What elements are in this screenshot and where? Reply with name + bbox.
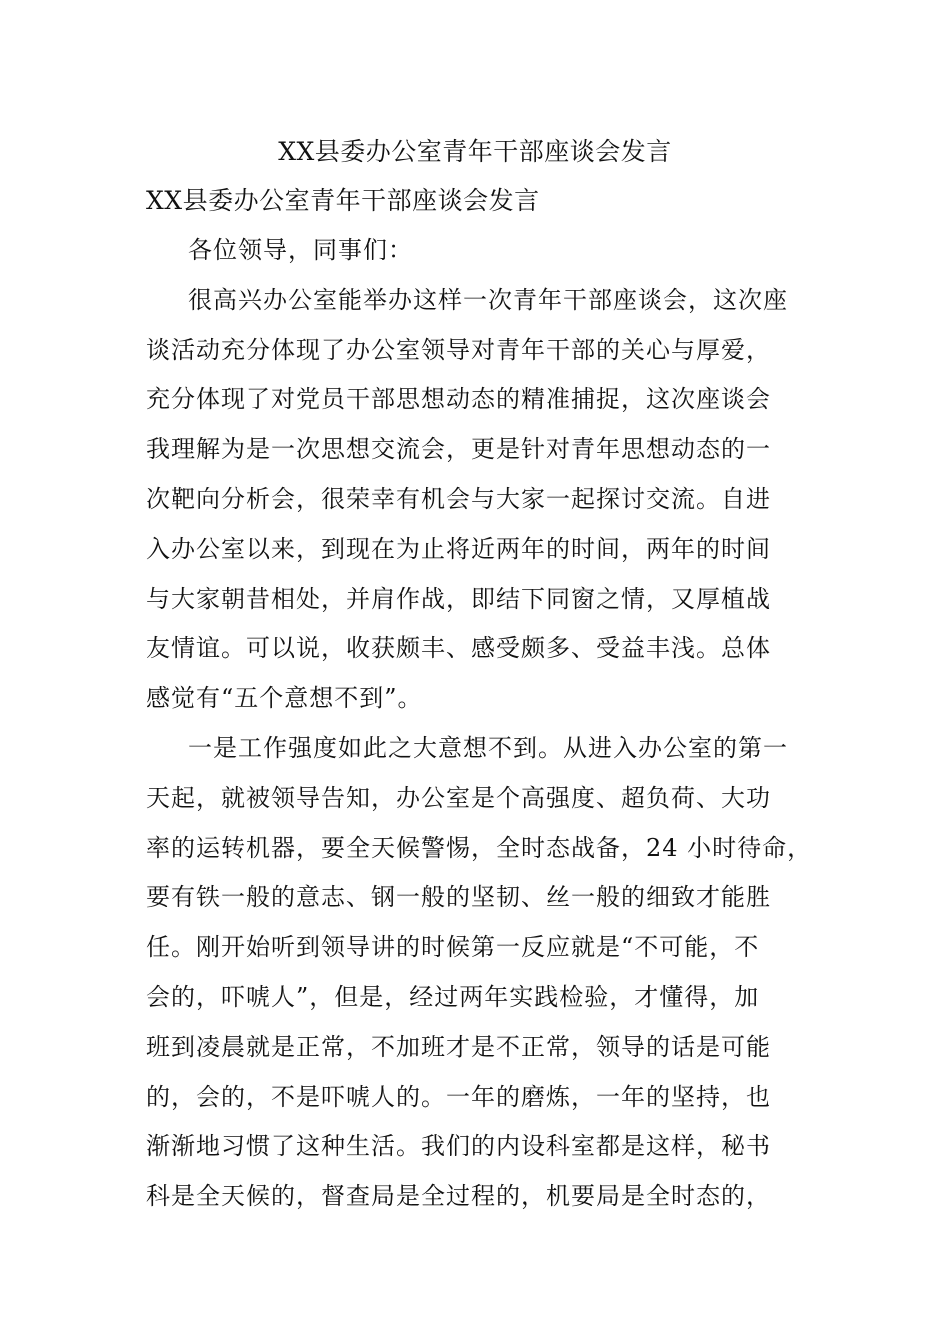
body-line: 谈活动充分体现了办公室领导对青年干部的关心与厚爱，: [146, 335, 771, 364]
document-body: [146, 232, 816, 1228]
body-line: 班到凌晨就是正常，不加班才是不正常，领导的话是可能: [146, 1032, 771, 1061]
body-line: 一是工作强度如此之大意想不到。从进入办公室的第一: [188, 733, 788, 762]
body-line: 感觉有“五个意想不到”。: [146, 684, 423, 713]
body-line: 与大家朝昔相处，并肩作战，即结下同窗之情，又厚植战: [146, 584, 771, 613]
body-line: 率的运转机器，要全天候警惕，全时态战备，24 小时待命，: [146, 833, 813, 862]
body-line: 渐渐地习惯了这种生活。我们的内设科室都是这样，秘书: [146, 1132, 771, 1161]
body-line: 会的，吓唬人”，但是，经过两年实践检验，才懂得，加: [146, 982, 760, 1011]
body-line: 入办公室以来，到现在为止将近两年的时间，两年的时间: [146, 534, 771, 563]
document-subtitle: XX县委办公室青年干部座谈会发言: [146, 186, 540, 215]
body-line: 次靶向分析会，很荣幸有机会与大家一起探讨交流。自进: [146, 484, 771, 513]
document-title: XX县委办公室青年干部座谈会发言: [278, 137, 672, 166]
body-line: 的，会的，不是吓唬人的。一年的磨炼，一年的坚持，也: [146, 1082, 771, 1111]
body-line: 各位领导，同事们：: [188, 236, 413, 264]
body-line: 友情谊。可以说，收获颇丰、感受颇多、受益丰浅。总体: [146, 634, 771, 663]
body-line: 天起，就被领导告知，办公室是个高强度、超负荷、大功: [146, 783, 771, 812]
body-line: 要有铁一般的意志、钢一般的坚韧、丝一般的细致才能胜: [146, 883, 771, 912]
body-line: 我理解为是一次思想交流会，更是针对青年思想动态的一: [146, 435, 771, 464]
body-line: 充分体现了对党员干部思想动态的精准捕捉，这次座谈会: [146, 385, 771, 414]
body-line: 任。刚开始听到领导讲的时候第一反应就是“不可能，不: [146, 933, 760, 962]
body-line: 科是全天候的，督查局是全过程的，机要局是全时态的，: [146, 1182, 771, 1211]
body-line: 很高兴办公室能举办这样一次青年干部座谈会，这次座: [188, 285, 788, 314]
